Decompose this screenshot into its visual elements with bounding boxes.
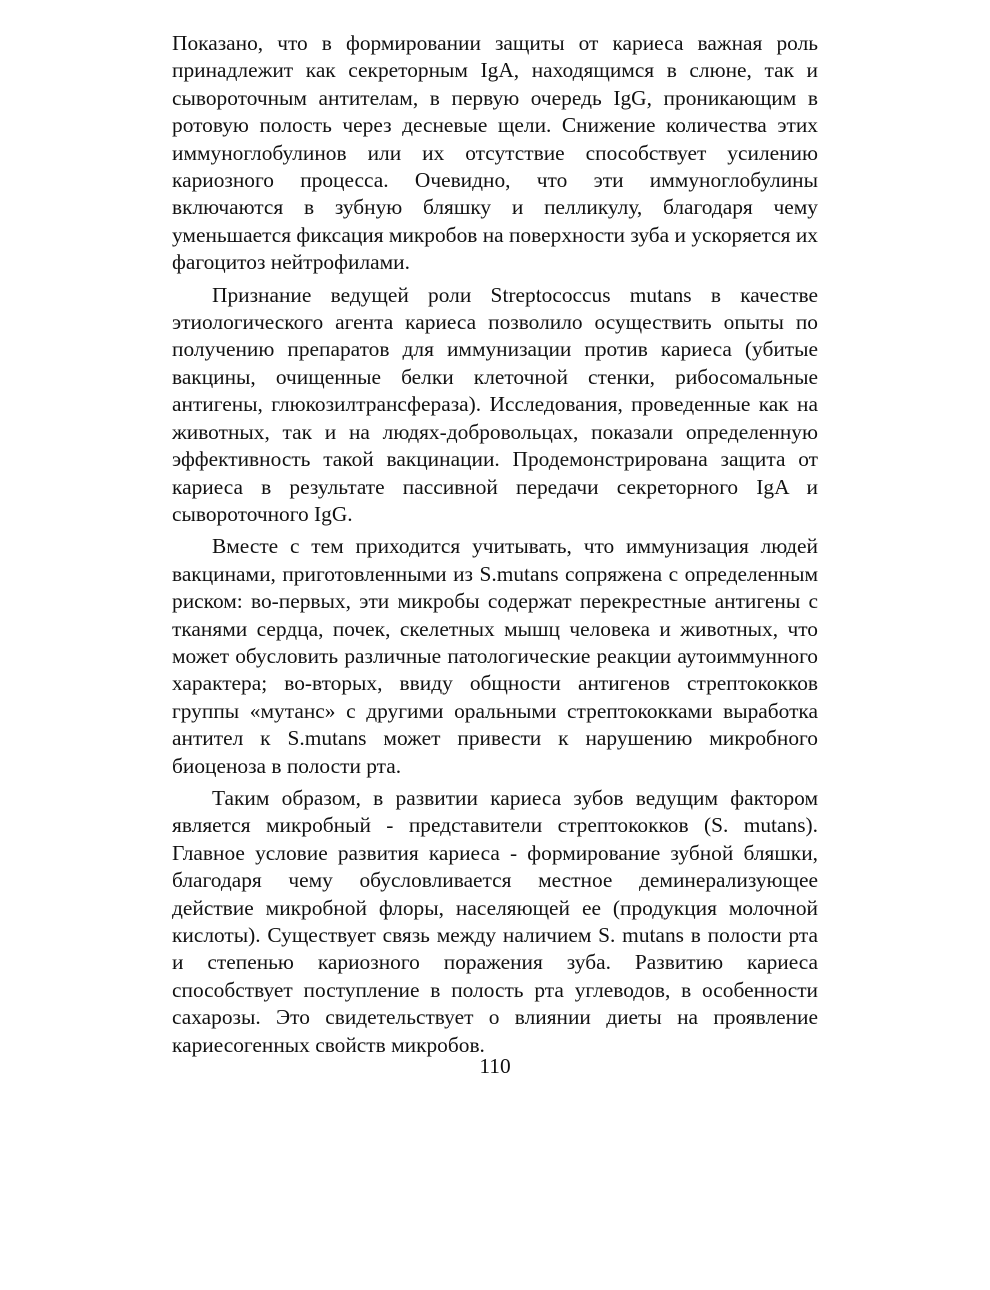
page-number: 110 [479,1054,511,1078]
paragraph-immunoglobulins: Показано, что в формировании защиты от кариеса важная роль принадлежит как секреторным IgA, находящимся в слюне, так и сывороточным антителам, в первую очередь IgG, проникающим в ротовую полость через десневые щели. Снижение количества этих иммуноглобулинов или их отсутствие способствует усилению кариозного процесса. Очевидно, что эти иммуноглобулины включаются в зубную бляшку и пелликулу, благодаря чему уменьшается фиксация микробов на поверхности зуба и ускоряется их фагоцитоз нейтрофилами. [172,31,818,275]
paragraph-vaccination: Признание ведущей роли Streptococcus mutans в качестве этиологического агента кариеса позволило осуществить опыты по получению препаратов для иммунизации против кариеса (убитые вакцины, очищенные белки клеточной стенки, рибосомальные антигены, глюкозилтрансфераза). Исследования, проведенные как на животных, так и на людях-добровольцах, показали определенную эффективность такой вакцинации. Продемонстрирована защита от кариеса в результате пассивной передачи секреторного IgA и сывороточного IgG. [172,282,818,526]
paragraph-conclusion: Таким образом, в развитии кариеса зубов ведущим фактором является микробный - представители стрептококков (S. mutans). Главное условие развития кариеса - формирование зубной бляшки, благодаря чему обусловливается местное деминерализующее действие микробной флоры, населяющей ее (продукция молочной кислоты). Существует связь между наличием S. mutans в полости рта и степенью кариозного поражения зуба. Развитию кариеса способствует поступление в полость рта углеводов, в особенности сахарозы. Это свидетельствует о влиянии диеты на проявление кариесогенных свойств микробов. [172,785,818,1057]
paragraph-immunization-risk: Вместе с тем приходится учитывать, что иммунизация людей вакцинами, приготовленными из S.mutans сопряжена с определенным риском: во-первых, эти микробы содержат перекрестные антигены с тканями сердца, почек, скелетных мышц человека и животных, что может обусловить различные патологические реакции аутоиммунного характера; во-вторых, ввиду общности антигенов стрептококков группы «мутанс» с другими оральными стрептококками выработка антител к S.mutans может привести к нарушению микробного биоценоза в полости рта. [172,534,818,778]
body-text [172,30,818,1059]
